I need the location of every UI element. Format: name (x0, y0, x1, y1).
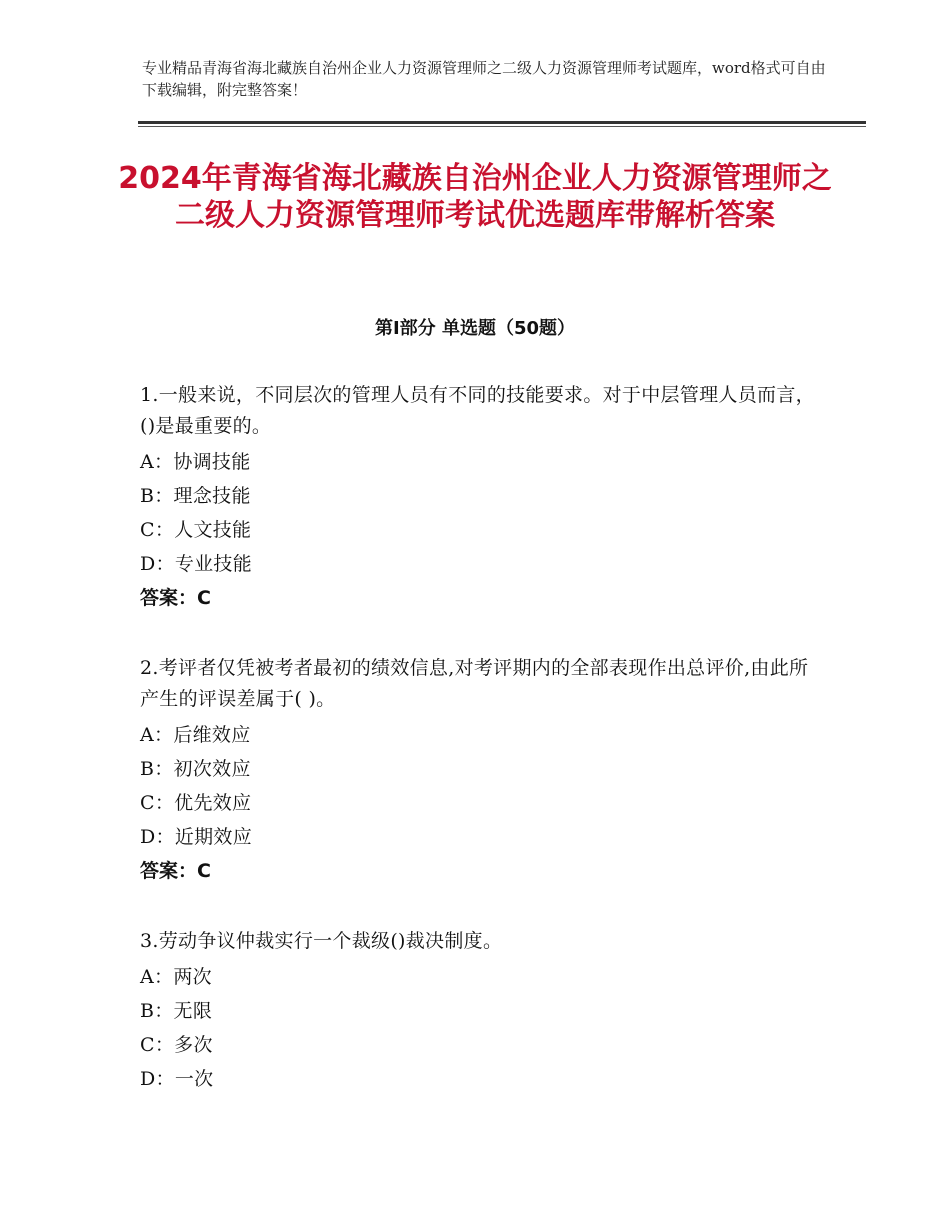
option-c: C：人文技能 (140, 519, 252, 541)
question-3 (140, 926, 820, 1096)
question-stem: 2.考评者仅凭被考者最初的绩效信息,对考评期内的全部表现作出总评价,由此所产生的评误差属于( )。 (140, 657, 809, 710)
question-1 (140, 380, 820, 615)
question-2 (140, 653, 820, 888)
option-a: A：后维效应 (140, 724, 251, 746)
option-d: D：一次 (140, 1068, 214, 1090)
header-divider-thin (138, 126, 866, 127)
answer: 答案：C (140, 860, 211, 882)
option-c: C：优先效应 (140, 792, 252, 814)
option-d: D：专业技能 (140, 553, 253, 575)
option-b: B：无限 (140, 1000, 213, 1022)
option-a: A：协调技能 (140, 451, 251, 473)
option-c: C：多次 (140, 1034, 213, 1056)
section-title: 第Ⅰ部分 单选题（50题） (374, 318, 575, 339)
option-b: B：初次效应 (140, 758, 251, 780)
header-note: 专业精品青海省海北藏族自治州企业人力资源管理师之二级人力资源管理师考试题库，word格式可自由下载编辑，附完整答案！ (142, 59, 826, 99)
option-d: D：近期效应 (140, 826, 253, 848)
question-stem: 1.一般来说，不同层次的管理人员有不同的技能要求。对于中层管理人员而言，()是最重要的。 (140, 384, 815, 437)
option-a: A：两次 (140, 966, 212, 988)
question-stem: 3.劳动争议仲裁实行一个裁级()裁决制度。 (140, 930, 503, 952)
document-title: 2024年青海省海北藏族自治州企业人力资源管理师之二级人力资源管理师考试优选题库带解析答案 (118, 161, 832, 233)
answer: 答案：C (140, 587, 211, 609)
header-divider-thick (138, 121, 866, 124)
option-b: B：理念技能 (140, 485, 251, 507)
